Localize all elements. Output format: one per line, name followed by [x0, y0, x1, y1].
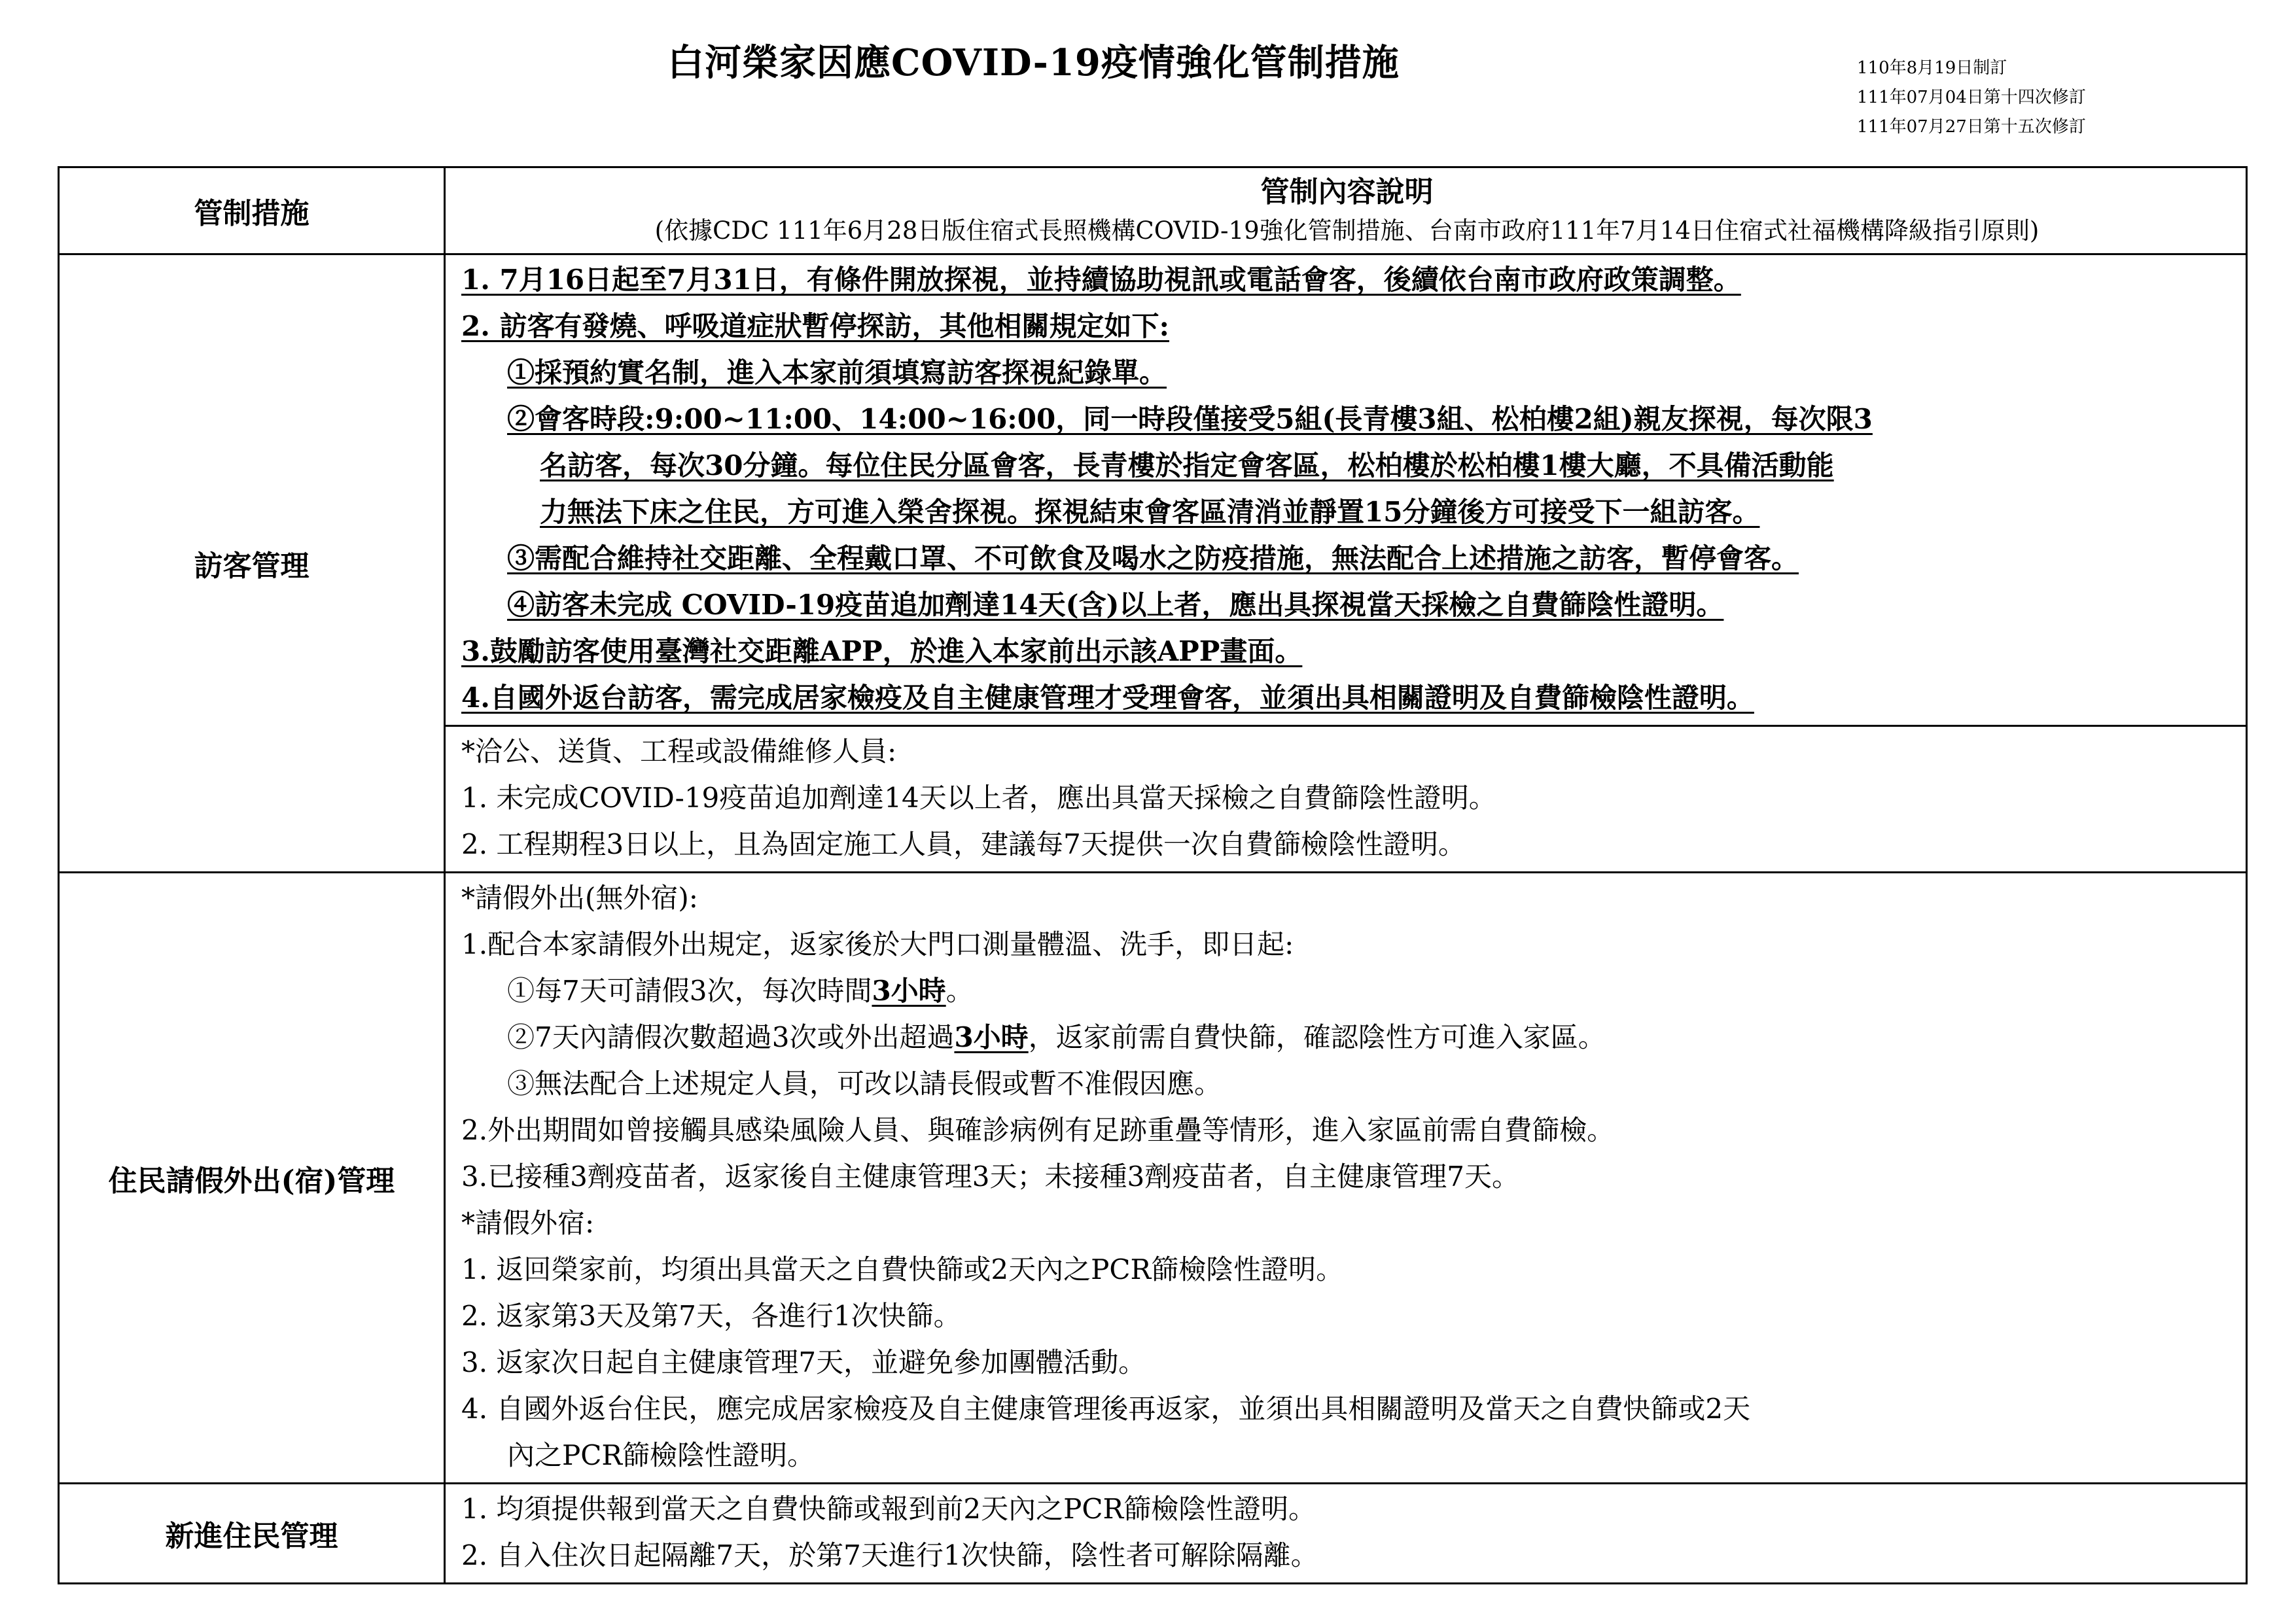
rule-line: 1. 返回榮家前，均須出具當天之自費快篩或2天內之PCR篩檢陰性證明。 [461, 1253, 1344, 1285]
rule-text: 。 [945, 975, 974, 1007]
rule-line: ③無法配合上述規定人員，可改以請長假或暫不准假因應。 [507, 1068, 1222, 1100]
new-resident-rules [445, 1484, 2247, 1584]
table-row-leave [59, 873, 2247, 1484]
rule-line: 3. 返家次日起自主健康管理7天，並避免參加團體活動。 [461, 1346, 1146, 1378]
rule-line: ①採預約實名制，進入本家前須填寫訪客探視紀錄單。 [507, 357, 1167, 389]
rule-line: 1. 未完成COVID-19疫苗追加劑達14天以上者，應出具當天採檢之自費篩陰性證明。 [461, 782, 1496, 814]
rule-heading: *洽公、送貨、工程或設備維修人員: [461, 735, 897, 767]
rule-line: 2. 訪客有發燒、呼吸道症狀暫停探訪，其他相關規定如下: [461, 310, 1169, 342]
rule-line: 4.自國外返台訪客，需完成居家檢疫及自主健康管理才受理會客，並須出具相關證明及自費篩檢陰性證明。 [461, 682, 1754, 714]
table-row-new-residents [59, 1484, 2247, 1584]
revision-date: 110年8月19日制訂 [1857, 58, 2007, 78]
rule-text: ①每7天可請假3次，每次時間 [507, 975, 872, 1007]
rule-line: 3.已接種3劑疫苗者，返家後自主健康管理3天；未接種3劑疫苗者，自主健康管理7天。 [461, 1161, 1519, 1193]
header-content [445, 167, 2247, 254]
highlight-duration: 3小時 [872, 975, 946, 1007]
measures-table [58, 166, 2248, 1584]
rule-line: 4. 自國外返台住民，應完成居家檢疫及自主健康管理後再返家，並須出具相關證明及當天之自費快篩或2天 [461, 1393, 1751, 1425]
document-title: 白河榮家因應COVID-19疫情強化管制措施 [667, 41, 1400, 84]
leave-rules [445, 873, 2247, 1484]
worker-rules [445, 726, 2247, 873]
category-leave: 住民請假外出(宿)管理 [59, 873, 445, 1484]
rule-line: 1.配合本家請假外出規定，返家後於大門口測量體溫、洗手，即日起: [461, 928, 1294, 960]
rule-line: 2.外出期間如曾接觸具感染風險人員、與確診病例有足跡重疊等情形，進入家區前需自費篩檢。 [461, 1114, 1615, 1146]
highlight-duration: 3小時 [954, 1021, 1029, 1053]
rule-line: 內之PCR篩檢陰性證明。 [507, 1439, 815, 1471]
rule-line: 1. 7月16日起至7月31日，有條件開放探視，並持續協助視訊或電話會客，後續依台南市政府政策調整。 [461, 264, 1741, 296]
header-content-title: 管制內容說明 [1260, 175, 1434, 209]
rule-heading: *請假外宿: [461, 1207, 595, 1239]
header-measures: 管制措施 [59, 167, 445, 254]
rule-line: 力無法下床之住民，方可進入榮舍探視。探視結束會客區清消並靜置15分鐘後方可接受下一組訪客。 [540, 496, 1760, 528]
rule-line: 2. 自入住次日起隔離7天，於第7天進行1次快篩，陰性者可解除隔離。 [461, 1539, 1318, 1571]
rule-line: 2. 返家第3天及第7天，各進行1次快篩。 [461, 1300, 961, 1332]
category-visitor: 訪客管理 [59, 254, 445, 873]
rule-line: 2. 工程期程3日以上，且為固定施工人員，建議每7天提供一次自費篩檢陰性證明。 [461, 828, 1466, 860]
revision-history [1857, 54, 2086, 142]
rule-line [461, 1014, 2233, 1060]
visitor-rules [445, 254, 2247, 726]
table-row-visitor [59, 254, 2247, 726]
category-new-residents: 新進住民管理 [59, 1484, 445, 1584]
table-header-row [59, 167, 2247, 254]
rule-line: ③需配合維持社交距離、全程戴口罩、不可飲食及喝水之防疫措施，無法配合上述措施之訪客，暫停會客。 [507, 542, 1799, 574]
rule-line: ④訪客未完成 COVID-19疫苗追加劑達14天(含)以上者，應出具探視當天採檢之自費篩陰性證明。 [507, 589, 1724, 621]
rule-line: ②會客時段:9:00~11:00、14:00~16:00，同一時段僅接受5組(長青樓3組、松柏樓2組)親友探視，每次限3 [507, 403, 1873, 435]
header-basis-note: (依據CDC 111年6月28日版住宿式長照機構COVID-19強化管制措施、台南市政府111年7月14日住宿式社福機構降級指引原則) [654, 217, 2040, 245]
rule-line: 3.鼓勵訪客使用臺灣社交距離APP，於進入本家前出示該APP畫面。 [461, 635, 1303, 667]
rule-heading: *請假外出(無外宿): [461, 882, 698, 914]
revision-date: 111年07月04日第十四次修訂 [1857, 88, 2086, 107]
rule-text: ②7天內請假次數超過3次或外出超過 [507, 1021, 955, 1053]
rule-line [461, 968, 2233, 1014]
rule-line: 1. 均須提供報到當天之自費快篩或報到前2天內之PCR篩檢陰性證明。 [461, 1493, 1316, 1525]
rule-text: ，返家前需自費快篩，確認陰性方可進入家區。 [1028, 1021, 1606, 1053]
revision-date: 111年07月27日第十五次修訂 [1857, 117, 2086, 137]
rule-line: 名訪客，每次30分鐘。每位住民分區會客，長青樓於指定會客區，松柏樓於松柏樓1樓大廳，不具備活動能 [540, 449, 1834, 481]
